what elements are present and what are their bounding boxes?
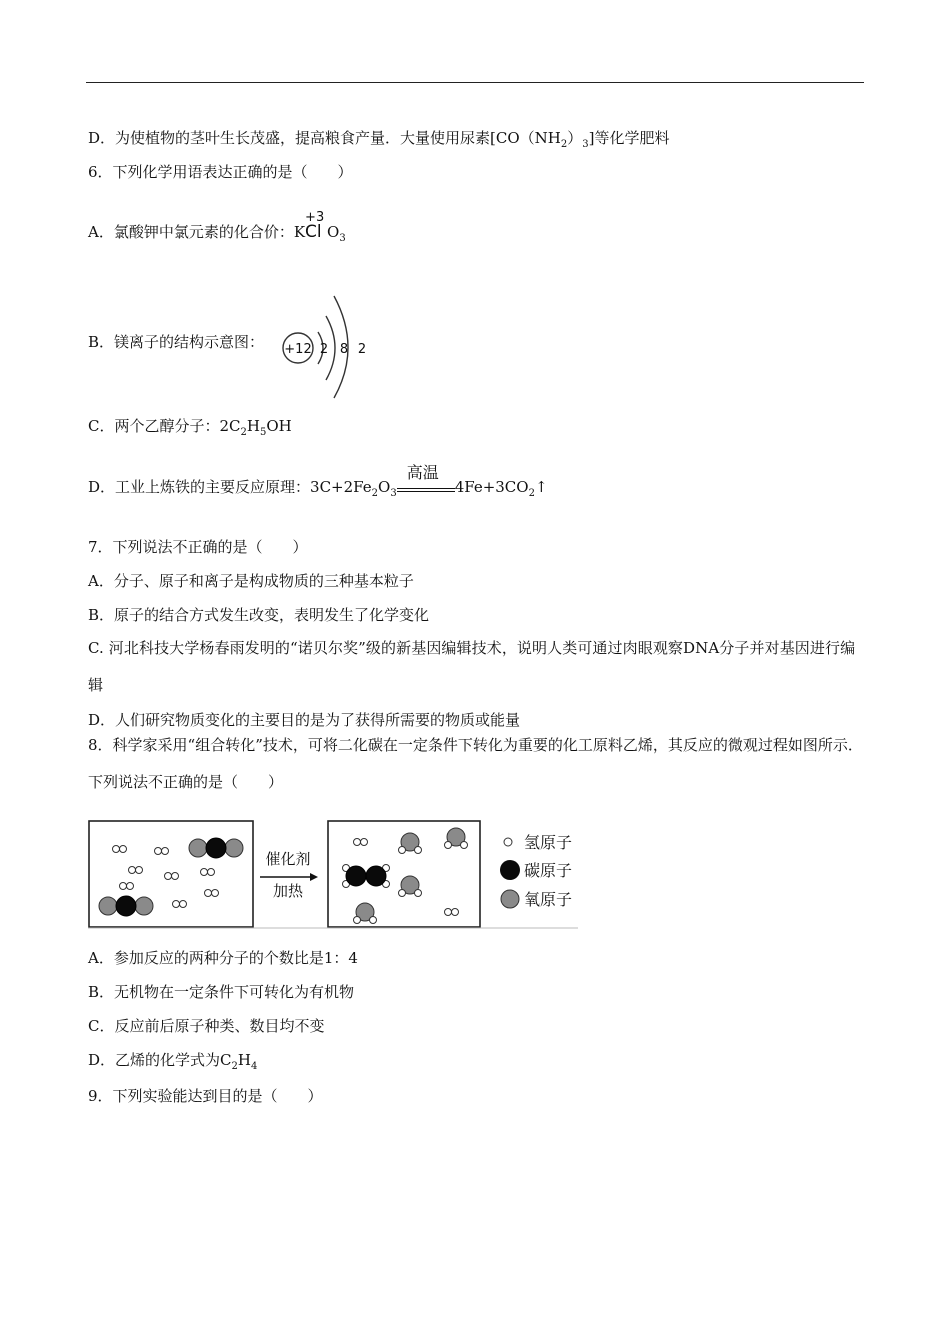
option-text: D．工业上炼铁的主要反应原理：3C+2Fe xyxy=(88,478,372,496)
formula-text: OH xyxy=(266,417,292,435)
reaction-micro-diagram xyxy=(88,818,580,930)
q6-option-b: B．镁离子的结构示意图： xyxy=(88,333,265,351)
option-text: ） xyxy=(567,129,583,147)
gas-arrow: ↑ xyxy=(534,478,548,496)
subscript: 3 xyxy=(390,488,397,499)
q8-option-c: C．反应前后原子种类、数目均不变 xyxy=(88,1017,325,1035)
legend-hydrogen-label: 氢原子 xyxy=(524,833,573,852)
legend xyxy=(500,833,572,909)
heating-label: 加热 xyxy=(272,882,304,900)
q6-option-c xyxy=(88,416,292,443)
option-text: D．乙烯的化学式为C xyxy=(88,1051,232,1069)
subscript: 2 xyxy=(240,427,247,438)
subscript: 3 xyxy=(582,139,589,150)
q5-option-d xyxy=(88,128,670,155)
subscript: 4 xyxy=(250,1061,258,1072)
option-text: ]等化学肥料 xyxy=(588,129,670,147)
q6-option-a xyxy=(88,210,346,249)
subscript: 5 xyxy=(259,427,267,438)
option-text: C．两个乙醇分子：2C xyxy=(88,417,241,435)
subscript: 2 xyxy=(231,1061,238,1072)
formula-text: H xyxy=(237,1051,251,1069)
valence-value: +3 xyxy=(305,210,325,225)
option-label: D． xyxy=(88,129,116,147)
reaction-condition xyxy=(397,463,455,497)
catalyst-label: 催化剂 xyxy=(265,850,311,868)
legend-carbon-symbol xyxy=(500,860,520,880)
q7-option-d: D．人们研究物质变化的主要目的是为了获得所需要的物质或能量 xyxy=(88,711,521,729)
legend-carbon-label: 碳原子 xyxy=(524,861,573,880)
q8-option-a: A．参加反应的两种分子的个数比是1：4 xyxy=(88,949,358,967)
q6-option-d xyxy=(88,463,548,504)
equals-line-top xyxy=(397,488,455,489)
condition-text: 高温 xyxy=(406,463,439,482)
shell-electrons-3: 2 xyxy=(357,342,367,357)
formula-text: 4Fe+3CO xyxy=(454,478,529,496)
nuclear-charge: +12 xyxy=(284,342,312,357)
q7-option-a: A．分子、原子和离子是构成物质的三种基本粒子 xyxy=(88,572,414,590)
q8-option-b: B．无机物在一定条件下可转化为有机物 xyxy=(88,983,355,1001)
subscript: 3 xyxy=(339,233,346,244)
element-symbol: Cl xyxy=(305,222,322,242)
subscript: 2 xyxy=(371,488,378,499)
option-text: A．氯酸钾中氯元素的化合价：K xyxy=(88,223,306,241)
formula-text: O xyxy=(378,478,391,496)
legend-oxygen-symbol xyxy=(501,890,519,908)
question-6-stem: 6．下列化学用语表达正确的是（ ） xyxy=(88,163,353,181)
magnesium-ion-diagram xyxy=(278,290,378,402)
q7-option-b: B．原子的结合方式发生改变，表明发生了化学变化 xyxy=(88,606,430,624)
q7-option-c: C. 河北科技大学杨春雨发明的“诺贝尔奖”级的新基因编辑技术，说明人类可通过肉眼观察DNA分子并对基因进行编辑 xyxy=(88,639,856,694)
subscript: 2 xyxy=(560,139,568,150)
formula-text: O xyxy=(327,223,340,241)
shell-electrons-2: 8 xyxy=(339,342,349,357)
formula-text: H xyxy=(246,417,260,435)
subscript: 2 xyxy=(528,488,535,499)
equals-line-bottom xyxy=(397,491,455,492)
reaction-arrow-head xyxy=(310,873,318,881)
co2-molecule-2 xyxy=(99,896,153,916)
header-rule xyxy=(86,82,864,83)
option-text: 为使植物的茎叶生长茂盛，提高粮食产量．大量使用尿素[CO（NH xyxy=(115,129,561,147)
question-7-stem: 7．下列说法不正确的是（ ） xyxy=(88,538,308,556)
question-9-stem: 9．下列实验能达到目的是（ ） xyxy=(88,1087,323,1105)
legend-oxygen-label: 氧原子 xyxy=(524,890,573,909)
co2-molecule-1 xyxy=(189,838,243,858)
legend-hydrogen-symbol xyxy=(504,838,512,846)
question-8-stem: 8．科学家采用“组合转化”技术，可将二化碳在一定条件下转化为重要的化工原料乙烯，其反应的微观过程如图所示．下列说法不正确的是（ ） xyxy=(88,736,863,791)
valence-notation xyxy=(305,210,327,242)
q8-option-d xyxy=(88,1050,257,1077)
shell-electrons-1: 2 xyxy=(319,342,329,357)
